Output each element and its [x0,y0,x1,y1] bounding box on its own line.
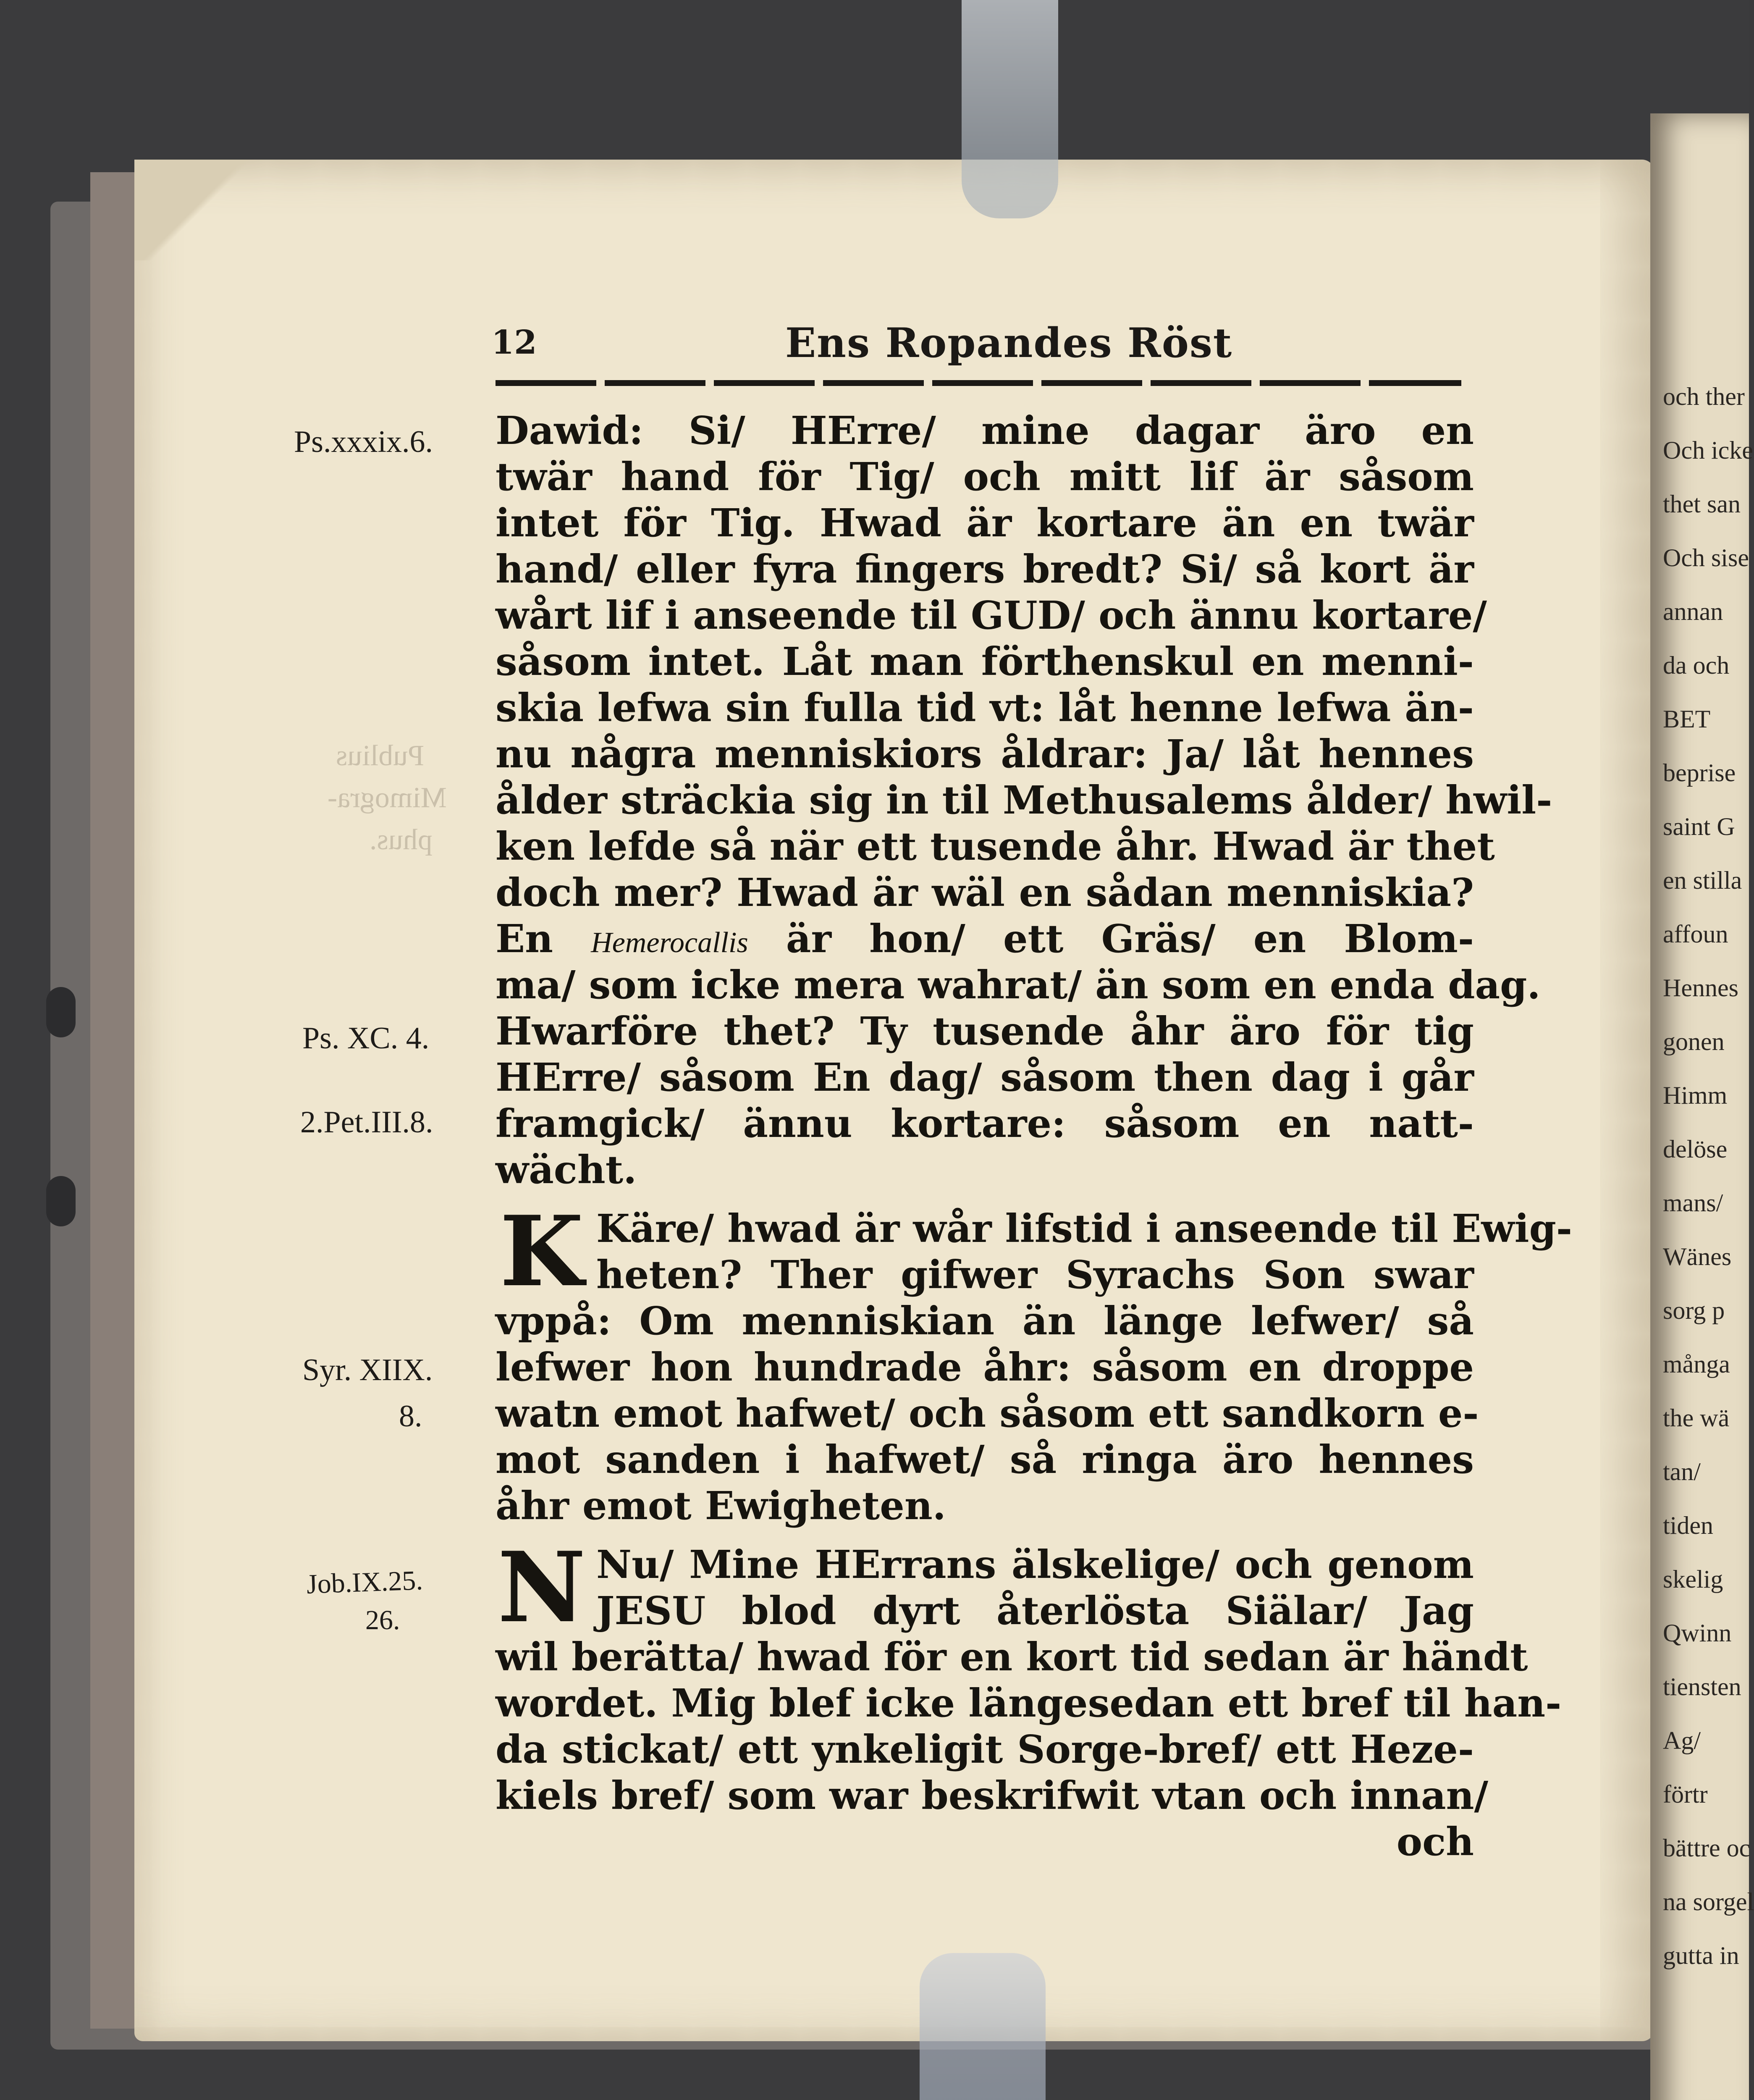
latin-word: Hemerocallis [591,927,748,959]
facing-page-fragment: Himm [1663,1082,1728,1109]
facing-page-fragment: tan/ [1663,1458,1701,1486]
facing-page-fragment: en stilla [1663,866,1742,894]
text-line: HErre/ såsom En dag/ såsom then dag i går [496,1055,1474,1100]
text-line: såsom intet. Låt man förthenskul en menni- [496,639,1474,684]
facing-page-fragment: affoun [1663,920,1728,948]
facing-page-fragment: mans/ [1663,1189,1723,1217]
text-line: Nu/ Mine HErrans älskelige/ och genom [596,1542,1474,1587]
cover-hole [46,987,76,1037]
facing-page-fragment: Wänes [1663,1243,1732,1270]
facing-page-fragment: beprise [1663,759,1736,787]
text-line: heten? Ther gifwer Syrachs Son swar [596,1252,1474,1297]
facing-page-fragment: tiden [1663,1512,1713,1539]
text-line: JESU blod dyrt återlösta Siälar/ Jag [596,1588,1474,1633]
facing-page-fragment: tiensten [1663,1673,1741,1701]
text-line: åhr emot Ewigheten. [496,1483,946,1528]
page-holder-clip-top [962,0,1058,218]
running-title: Ens Ropandes Röst [785,319,1233,367]
book-spine-edge [90,172,141,2029]
text-line: wil berätta/ hwad för en kort tid sedan är händt [496,1634,1528,1680]
text-line: ma/ som icke mera wahrat/ än som en enda dag. [496,962,1541,1008]
cover-hole [46,1176,76,1226]
facing-page-fragment: skelig [1663,1565,1723,1593]
drop-cap: N [497,1531,586,1644]
text-line: kiels bref/ som war beskrifwit vtan och innan/ [496,1773,1489,1818]
text-word: är hon/ ett Gräs/ en Blom- [786,916,1474,961]
facing-page-fragment: förtr [1663,1780,1708,1808]
margin-ref-syr: Syr. XIIX. [302,1353,433,1387]
text-line: twär hand för Tig/ och mitt lif är såsom [496,454,1474,499]
margin-ref-job: Job.IX.25. [306,1565,424,1600]
text-line: wordet. Mig blef icke längesedan ett bref til han- [496,1680,1562,1726]
facing-page-fragment: annan [1663,598,1723,625]
header-rule [496,380,1461,386]
facing-page-fragment: Och icke [1663,436,1753,464]
text-line: da stickat/ ett ynkeligit Sorge-bref/ ett Heze- [496,1727,1474,1772]
facing-page-fragment: Qwinn [1663,1619,1732,1647]
text-line: vppå: Om menniskian än länge lefwer/ så [496,1298,1474,1344]
text-line: skia lefwa sin fulla tid vt: låt henne lefwa än- [496,685,1474,730]
margin-ref-job-verse: 26. [365,1605,400,1635]
text-line: intet för Tig. Hwad är kortare än en twär [496,500,1474,546]
text-line: ålder sträckia sig in til Methusalems ålder/ hwil- [496,777,1552,823]
facing-page-fragment: the wä [1663,1404,1730,1432]
facing-page-fragment: Hennes [1663,974,1738,1002]
facing-page-fragment: thet san [1663,490,1741,518]
margin-ref-syr-verse: 8. [399,1399,422,1433]
facing-page-fragment: många [1663,1350,1730,1378]
text-line: ken lefde så när ett tusende åhr. Hwad är thet [496,824,1495,869]
facing-page-fragment: sorg p [1663,1297,1725,1324]
margin-ref-ps90: Ps. XC. 4. [302,1021,430,1055]
facing-page-fragment: och ther [1663,383,1745,410]
facing-page-edge [1650,113,1754,2100]
facing-page-fragment: gonen [1663,1028,1725,1055]
text-line: Hwarföre thet? Ty tusende åhr äro för tig [496,1008,1474,1054]
text-line: mot sanden i hafwet/ så ringa äro hennes [496,1437,1474,1482]
page-number: 12 [491,323,537,362]
text-line: wårt lif i anseende til GUD/ och ännu kortare/ [496,593,1487,638]
text-line-hemerocallis [496,916,1474,962]
text-line: watn emot hafwet/ och såsom ett sandkorn e- [496,1391,1479,1436]
facing-page-fragment: saint G [1663,813,1735,840]
facing-page-fragment: bättre oc [1663,1834,1751,1862]
text-line: hand/ eller fyra fingers bredt? Si/ så kort är [496,546,1474,592]
text-line: wächt. [496,1147,637,1192]
page-header [491,319,1466,374]
facing-page-fragment: delöse [1663,1135,1728,1163]
facing-page-fragment: gutta in [1663,1942,1739,1969]
margin-ref-2pet: 2.Pet.III.8. [300,1105,433,1139]
facing-page-fragment: Och sise [1663,544,1749,572]
margin-ref-ps39: Ps.xxxix.6. [294,425,433,459]
drop-cap: K [500,1195,584,1308]
facing-page-fragment: da och [1663,651,1730,679]
text-word: En [496,916,553,961]
catchword: och [1396,1819,1474,1864]
text-line: nu några menniskiors åldrar: Ja/ låt hennes [496,731,1474,777]
text-line: doch mer? Hwad är wäl en sådan menniskia? [496,870,1474,915]
page-corner-fold [134,160,260,260]
page-holder-clip-bottom [920,1953,1046,2100]
show-through-text: phus. [370,824,433,856]
text-line: Dawid: Si/ HErre/ mine dagar äro en [496,408,1474,453]
show-through-text: Publius [336,740,425,772]
facing-page-fragment: na sorgel [1663,1888,1754,1916]
text-line: Käre/ hwad är wår lifstid i anseende til Ewig- [596,1206,1573,1251]
facing-page-fragment: BET [1663,705,1711,733]
facing-page-fragment: Ag/ [1663,1727,1701,1754]
text-line: lefwer hon hundrade åhr: såsom en droppe [496,1344,1474,1390]
text-line: framgick/ ännu kortare: såsom en natt- [496,1101,1474,1146]
show-through-text: Mimogra- [328,782,447,814]
